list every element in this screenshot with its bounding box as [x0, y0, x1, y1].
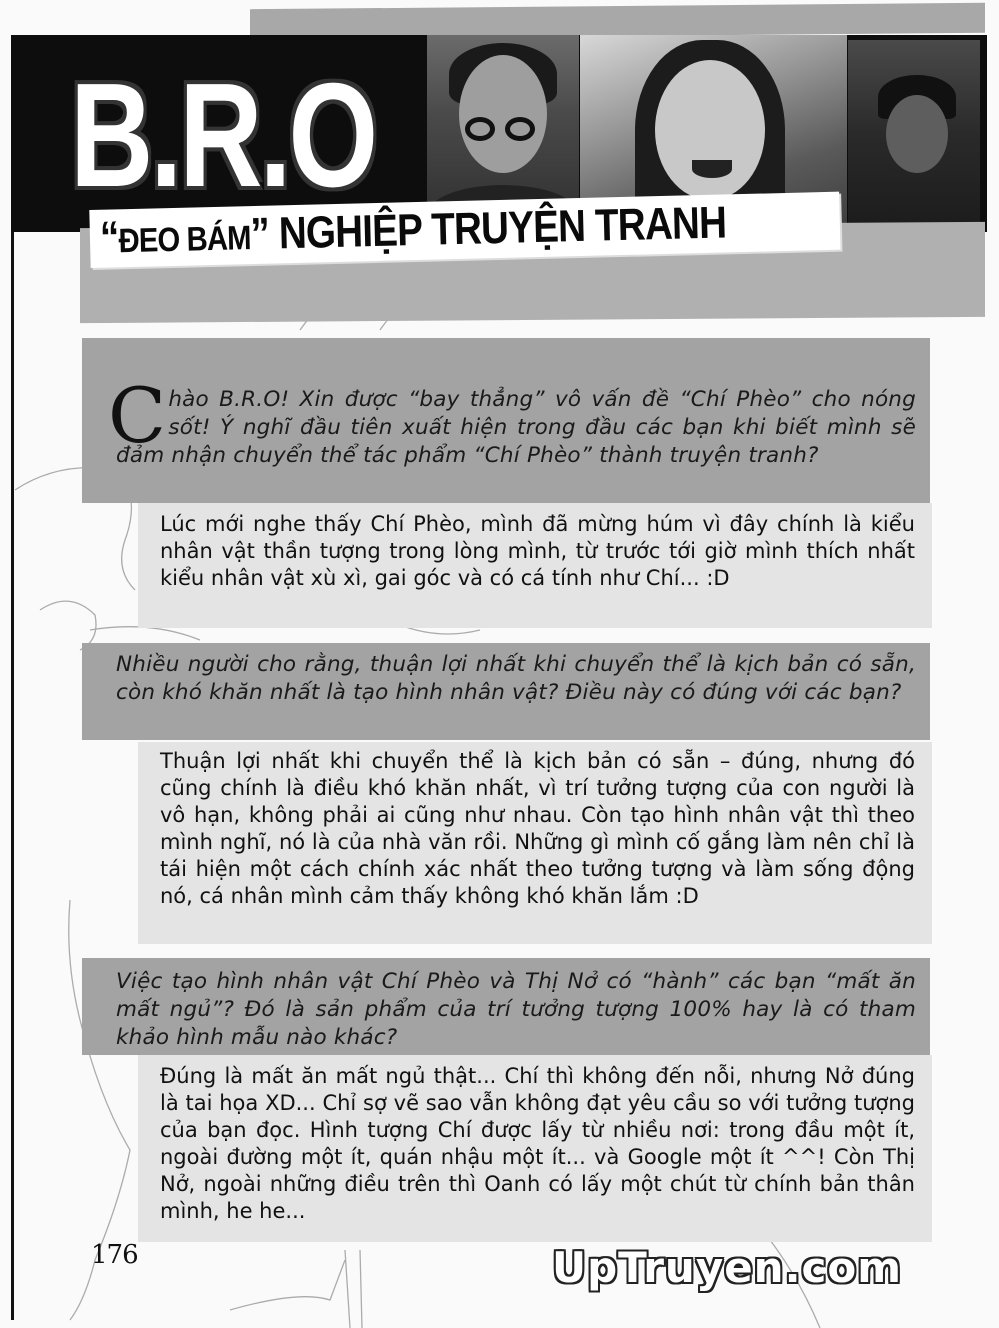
header-grey-strip — [250, 3, 985, 39]
answer-box-1 — [138, 503, 932, 628]
answer-box-3 — [138, 1055, 932, 1242]
dropcap: C — [108, 371, 167, 460]
subtitle-quoted: ĐEO BÁM — [118, 219, 252, 261]
question-3: Việc tạo hình nhân vật Chí Phèo và Thị Nở có “hành” các bạn “mất ăn mất ngủ”? Đó là sản phẩm của trí tưởng tượng 100% hay là có tham khảo hình mẫu nào khác? — [116, 969, 916, 1050]
answer-2: Thuận lợi nhất khi chuyển thể là kịch bản có sẵn – đúng, nhưng đó cũng chính là điều khó khăn nhất, vì trí tưởng tượng của con người là vô hạn, không phải ai cũng như nhau. Còn tạo hình nhân vật thì theo mình nghĩ, nó là của nhà văn rồi. Những gì mình cố gắng làm nên chỉ là tái hiện một cách chính xác nhất theo tưởng tượng và làm sống động nó, cá nhân mình cảm thấy không khó khăn lắm :D — [160, 749, 915, 908]
page-title: B.R.O — [70, 53, 376, 218]
question-1 — [108, 371, 916, 470]
question-2: Nhiều người cho rằng, thuận lợi nhất khi chuyển thể là kịch bản có sẵn, còn khó khăn nhất là tạo hình nhân vật? Điều này có đúng với các bạn? — [116, 652, 916, 705]
answer-1: Lúc mới nghe thấy Chí Phèo, mình đã mừng húm vì đây chính là kiểu nhân vật thần tượng trong lòng mình, từ trước tới giờ mình thích nhất kiểu nhân vật xù xì, gai góc và có cá tính như Chí... :D — [160, 512, 915, 590]
subtitle-rest: NGHIỆP TRUYỆN TRANH — [268, 196, 727, 259]
answer-3: Đúng là mất ăn mất ngủ thật... Chí thì không đến nỗi, nhưng Nở đúng là tai họa XD... Chỉ sợ vẽ sao vẫn không đạt yêu cầu so với tưởng tượng của bạn đọc. Hình tượng Chí được lấy từ nhiều nơi: trong đầu một ít, ngoài đường một ít, quán nhậu một ít... và Google một ít ^^! Còn Thị Nở, ngoài những điều trên thì Oanh có lấy một chút từ chính bản thân mình, he he... — [160, 1064, 915, 1223]
answer-box-2 — [138, 742, 932, 944]
question-1-text: hào B.R.O! Xin được “bay thẳng” vô vấn đề “Chí Phèo” cho nóng sốt! Ý nghĩ đầu tiên xuất hiện trong đầu các bạn khi biết mình sẽ đảm nhận chuyển thể tác phẩm “Chí Phèo” thành truyện tranh? — [116, 387, 916, 468]
page-number: 176 — [91, 1240, 138, 1270]
question-box-1 — [82, 338, 930, 503]
glasses-icon — [465, 117, 541, 143]
photo-man-dark — [848, 40, 980, 227]
question-box-2 — [82, 643, 930, 740]
subtitle-text — [99, 196, 726, 263]
question-box-3 — [82, 958, 930, 1055]
subtitle-open-quote: “ — [99, 211, 120, 263]
subtitle-close-quote: ” — [249, 207, 270, 260]
watermark: UpTruyen.com — [552, 1243, 903, 1292]
